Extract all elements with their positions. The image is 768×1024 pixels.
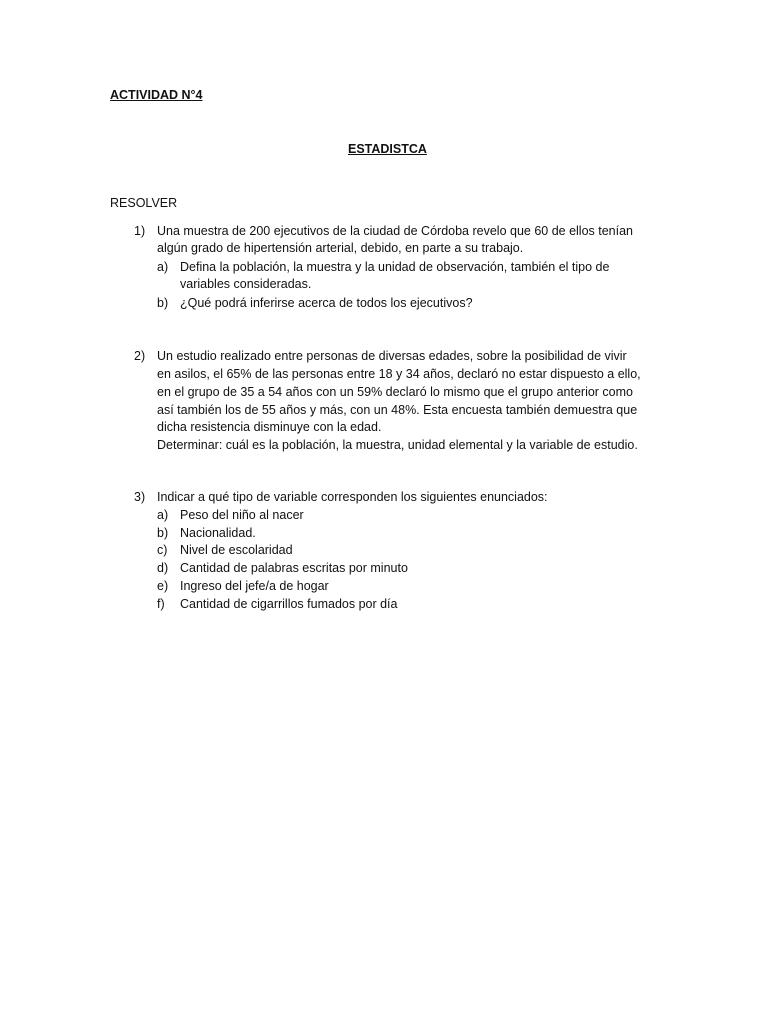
subitem-label: a) <box>157 260 169 274</box>
subitem-label: f) <box>157 597 165 611</box>
subitem-label: d) <box>157 561 169 575</box>
subject-title: ESTADISTCA <box>348 142 427 156</box>
question-text: algún grado de hipertensión arterial, debido, en parte a su trabajo. <box>157 241 524 255</box>
question-text: en el grupo de 35 a 54 años con un 59% declaró lo mismo que el grupo anterior como <box>157 385 633 399</box>
question-text: Indicar a qué tipo de variable corresponden los siguientes enunciados: <box>157 490 548 504</box>
subitem-text: Nivel de escolaridad <box>180 543 293 557</box>
subitem-text: Defina la población, la muestra y la unidad de observación, también el tipo de <box>180 260 610 274</box>
subitem-text: Ingreso del jefe/a de hogar <box>180 579 329 593</box>
subitem-label: c) <box>157 543 168 557</box>
subitem-text: variables consideradas. <box>180 277 312 291</box>
subitem-text: Nacionalidad. <box>180 526 256 540</box>
section-label: RESOLVER <box>110 196 178 210</box>
subitem-text: ¿Qué podrá inferirse acerca de todos los ejecutivos? <box>180 296 473 310</box>
question-text: en asilos, el 65% de las personas entre 18 y 34 años, declaró no estar dispuesto a ello, <box>157 367 641 381</box>
subitem-text: Cantidad de cigarrillos fumados por día <box>180 597 398 611</box>
subitem-label: b) <box>157 296 169 310</box>
question-text: así también los de 55 años y más, con un 48%. Esta encuesta también demuestra que <box>157 403 638 417</box>
subitem-text: Peso del niño al nacer <box>180 508 304 522</box>
question-number: 1) <box>134 224 146 238</box>
subitem-label: b) <box>157 526 169 540</box>
question-number: 3) <box>134 490 146 504</box>
question-text: Determinar: cuál es la población, la muestra, unidad elemental y la variable de estudio. <box>157 438 638 452</box>
question-text: dicha resistencia disminuye con la edad. <box>157 420 382 434</box>
subitem-label: e) <box>157 579 169 593</box>
question-text: Una muestra de 200 ejecutivos de la ciudad de Córdoba revelo que 60 de ellos tenían <box>157 224 634 238</box>
question-number: 2) <box>134 349 146 363</box>
subitem-text: Cantidad de palabras escritas por minuto <box>180 561 408 575</box>
subitem-label: a) <box>157 508 169 522</box>
question-text: Un estudio realizado entre personas de diversas edades, sobre la posibilidad de vivir <box>157 349 627 363</box>
activity-title: ACTIVIDAD N°4 <box>110 88 203 102</box>
